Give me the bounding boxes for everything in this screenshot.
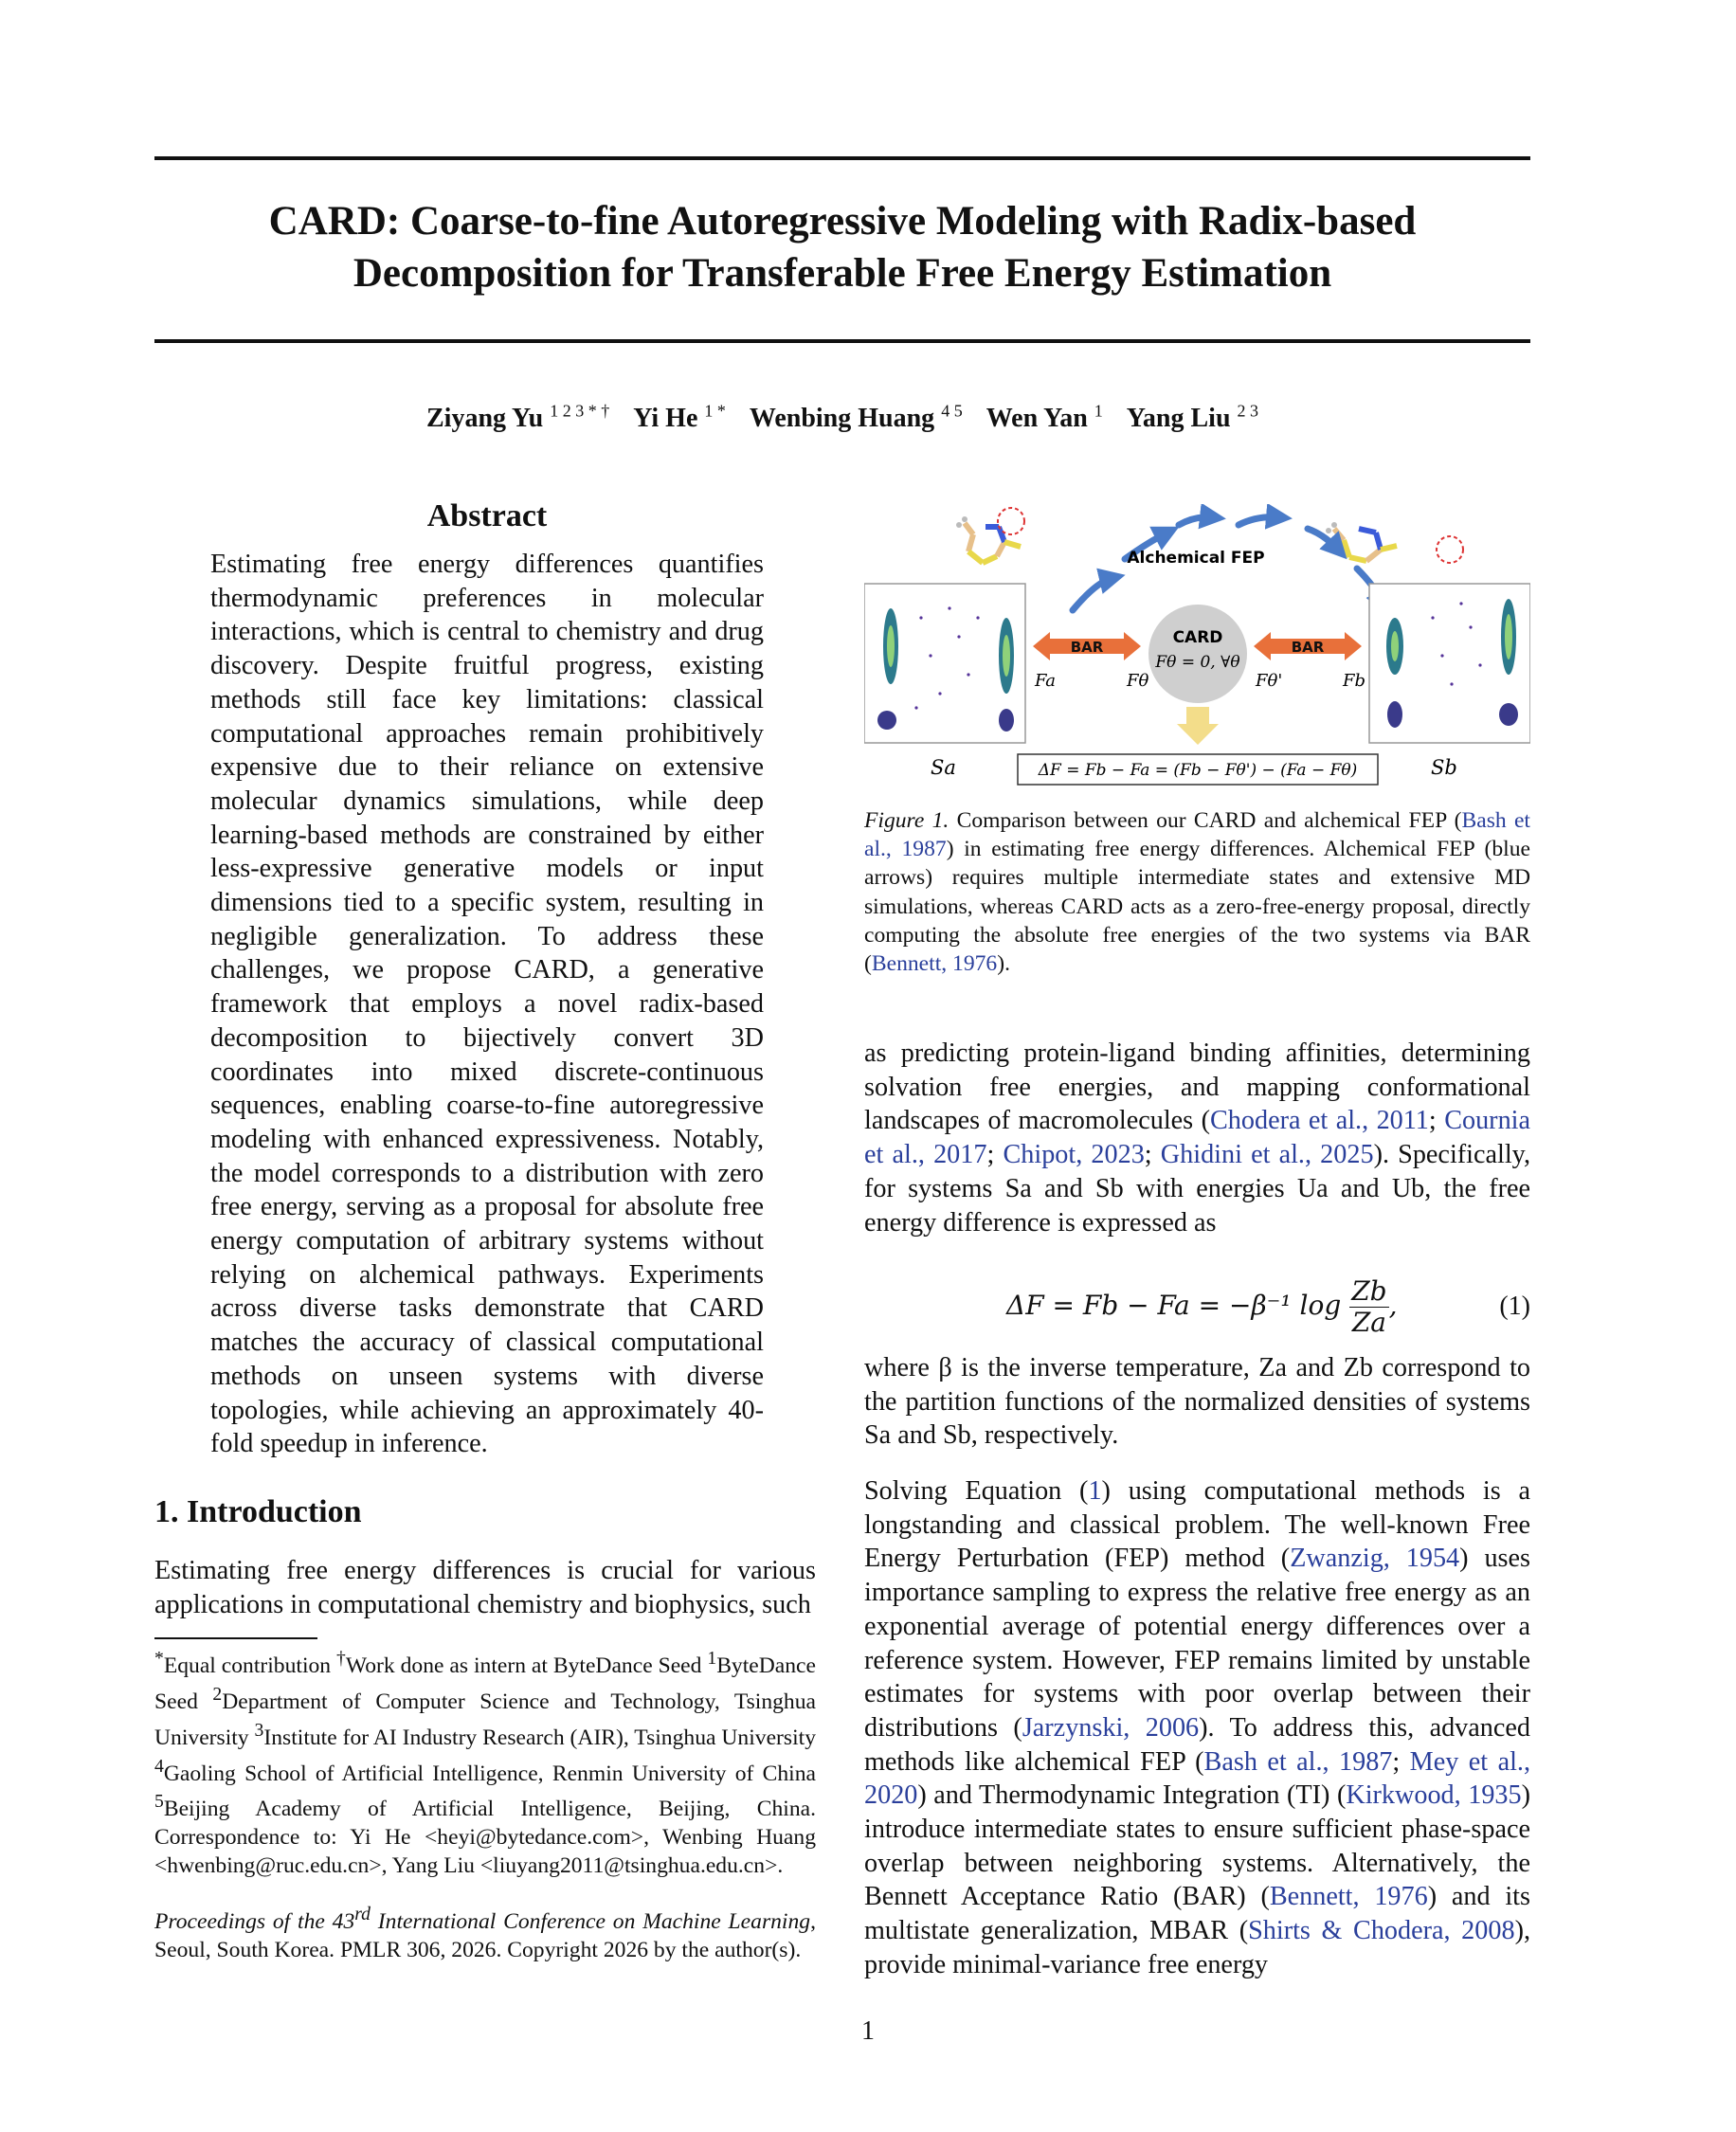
equation-number: (1)	[1499, 1292, 1530, 1321]
scatter-panel-b	[1369, 584, 1530, 743]
equation-fraction: $\frac{Zb}{Za}$	[1351, 1275, 1387, 1338]
right-column-paragraph-3: Solving Equation (1) using computational methods is a longstanding and classical problem. The well-known Free Energy Perturbation (FEP) method (Zwanzig, 1954) uses importance sampling to express the relative free energy as an exponential average of potential energy differences over a reference system. However, FEP remains limited by unstable estimates for systems with poor overlap between their distributions (Jarzynski, 2006). To address this, advanced methods like alchemical FEP (Bash et al., 1987; Mey et al., 2020) and Thermodynamic Integration (TI) (Kirkwood, 1935) introduce intermediate states to ensure sufficient phase-space overlap between neighboring systems. Alternatively, the Bennett Acceptance Ratio (BAR) (Bennett, 1976) and its multistate generalization, MBAR (Shirts & Chodera, 2008), provide minimal-variance free energy	[864, 1476, 1531, 1979]
citation-link[interactable]: Bennett, 1976	[1269, 1882, 1428, 1912]
citation-link[interactable]: Bash et al., 1987	[1203, 1746, 1393, 1777]
intro-text: Estimating free energy differences is crucial for various applications in computational chemistry and biophysics, such	[154, 1556, 816, 1619]
abstract-body	[210, 548, 764, 1461]
citation-link[interactable]: Jarzynski, 2006	[1022, 1712, 1200, 1743]
scatter-panel-a	[864, 584, 1025, 743]
title-bottom-rule	[154, 339, 1530, 343]
intro-body	[154, 1554, 816, 1621]
bar-arrow-left	[1033, 632, 1141, 660]
label-sa: Sa	[931, 756, 956, 779]
citation-link[interactable]: Mey et al., 2020	[864, 1746, 1530, 1811]
author: Yang Liu $^{2 3}$	[1126, 402, 1259, 434]
citation-link[interactable]: Zwanzig, 1954	[1290, 1544, 1460, 1574]
bar-arrow-right	[1254, 632, 1362, 660]
down-arrow-icon	[1177, 707, 1219, 745]
svg-text:Fθ = 0, ∀θ: Fθ = 0, ∀θ	[1155, 653, 1240, 672]
molecule-b-icon	[1326, 522, 1463, 563]
card-circle	[1148, 605, 1247, 703]
title-line-1: CARD: Coarse-to-fine Autoregressive Modeling with Radix-based	[268, 199, 1417, 244]
svg-text:BAR: BAR	[1291, 639, 1325, 656]
footnote-rule	[154, 1637, 317, 1639]
molecule-a-icon	[956, 508, 1024, 563]
svg-text:CARD: CARD	[1172, 628, 1223, 647]
figure-1	[864, 504, 1530, 798]
page-number: 1	[861, 2016, 875, 2046]
abstract-text: Estimating free energy differences quantifies thermodynamic preferences in molecular interactions, which is central to chemistry and drug discovery. Despite fruitful progress, existing methods still face key limitations: classical computational approaches remain prohibitively expensive due to their reliance on extensive molecular dynamics simulations, while deep learning-based methods are constrained by either less-expressive generative models or input dimensions tied to a specific system, resulting in negligible generalization. To address these challenges, we propose CARD, a generative framework that employs a novel radix-based decomposition to bijectively convert 3D coordinates into mixed discrete-continuous sequences, enabling coarse-to-fine autoregressive modeling with enhanced expressiveness. Notably, the model corresponds to a distribution with zero free energy, serving as a proposal for absolute free energy computation of arbitrary systems without relying on alchemical pathways. Experiments across diverse tasks demonstrate that CARD matches the accuracy of classical computational methods on unseen systems with diverse topologies, while achieving an approximately 40-fold speedup in inference.	[210, 550, 764, 1459]
delta-f-equation: ΔF = Fb − Fa = (Fb − Fθ') − (Fa − Fθ)	[1038, 761, 1358, 780]
citation-link[interactable]: Chipot, 2023	[1003, 1140, 1145, 1170]
proceedings-note: Proceedings of the 43rd International Conference on Machine Learning, Seoul, South Korea. PMLR 306, 2026. Copyright 2026 by the author(s).	[154, 1904, 816, 1962]
label-sb: Sb	[1431, 756, 1457, 779]
equation-1: ΔF = Fb − Fa = −β⁻¹ log $\frac{Zb}{Za}$ , (1)	[1006, 1275, 1530, 1338]
right-column-paragraph-1: as predicting protein-ligand binding affinities, determining solvation free energies, and mapping conformational landscapes of macromolecules (Chodera et al., 2011; Cournia et al., 2017; Chipot, 2023; Ghidini et al., 2025). Specifically, for systems Sa and Sb with energies Ua and Ub, the free energy difference is expressed as	[864, 1039, 1530, 1238]
paper-title	[154, 195, 1530, 299]
citation-link[interactable]: Kirkwood, 1935	[1346, 1780, 1522, 1811]
footnote: *Equal contribution †Work done as intern at ByteDance Seed $^1$ByteDance Seed $^2$Department of Computer Science and Technology, Tsinghua University $^3$Institute for AI Industry Research (AIR), Tsinghua University $^4$Gaoling School of Artificial Intelligence, Renmin University of China $^5$Beijing Academy of Artificial Intelligence, Beijing, China. Correspondence to: Yi He <heyi@bytedance.com>, Wenbing Huang <hwenbing@ruc.edu.cn>, Yang Liu <liuyang2011@tsinghua.edu.cn>.	[154, 1648, 816, 1879]
equation-ref-link[interactable]: 1	[1088, 1476, 1102, 1506]
abstract-heading: Abstract	[426, 498, 548, 533]
label-ftheta: Fθ	[1127, 671, 1149, 691]
title-line-2: Decomposition for Transferable Free Energy Estimation	[353, 251, 1332, 296]
author: Ziyang Yu $^{1 2 3 * \dagger}$	[425, 402, 610, 434]
citation-link[interactable]: Chodera et al., 2011	[1209, 1106, 1429, 1136]
right-column-paragraph-2: where β is the inverse temperature, Za and Zb correspond to the partition functions of the normalized densities of systems Sa and Sb, respectively.	[864, 1353, 1530, 1451]
section-heading-introduction: 1. Introduction	[154, 1494, 362, 1529]
citation-link[interactable]: Bash et al., 1987	[864, 808, 1530, 862]
equation-lhs: ΔF = Fb − Fa = −β⁻¹ log	[1006, 1290, 1342, 1321]
author: Wen Yan $^1$	[986, 402, 1103, 434]
citation-link[interactable]: Shirts & Chodera, 2008	[1248, 1916, 1515, 1946]
label-fa: Fa	[1035, 671, 1056, 691]
citation-link[interactable]: Bennett, 1976	[871, 951, 998, 977]
author-list	[154, 402, 1530, 434]
citation-link[interactable]: Ghidini et al., 2025	[1160, 1140, 1374, 1170]
top-rule	[154, 156, 1530, 160]
label-fb: Fb	[1343, 671, 1366, 691]
citation-link[interactable]: Cournia et al., 2017	[864, 1106, 1530, 1170]
author: Yi He $^{1 *}$	[633, 402, 726, 434]
author: Wenbing Huang $^{4 5}$	[749, 402, 963, 434]
alchemical-fep-label: Alchemical FEP	[1127, 549, 1265, 568]
svg-text:BAR: BAR	[1070, 639, 1104, 656]
figure-caption: Figure 1. Comparison between our CARD and alchemical FEP (Bash et al., 1987) in estimating free energy differences. Alchemical FEP (blue arrows) requires multiple intermediate states and extensive MD simulations, whereas CARD acts as a zero-free-energy proposal, directly computing the absolute free energies of the two systems via BAR (Bennett, 1976).	[864, 808, 1530, 977]
label-ftheta-prime: Fθ'	[1256, 671, 1283, 691]
